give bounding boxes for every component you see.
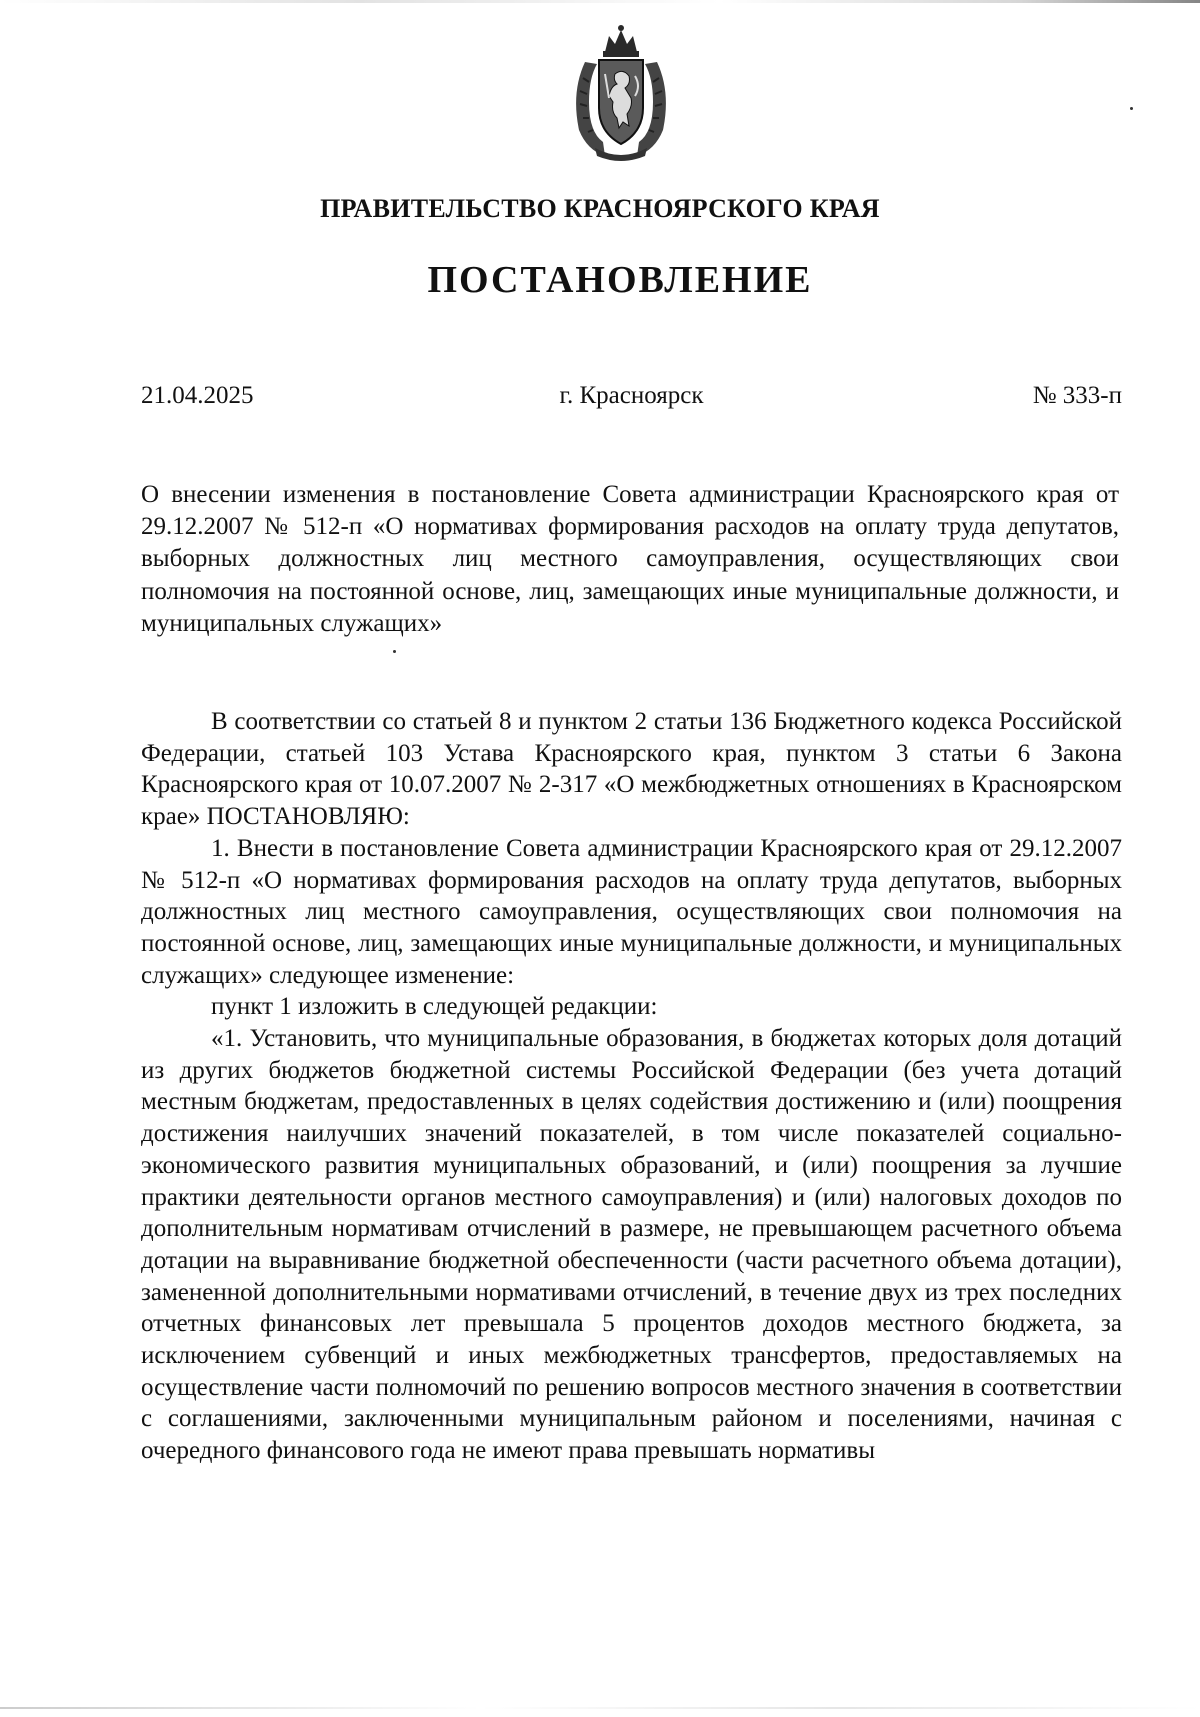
document-city: г. Красноярск bbox=[559, 382, 704, 409]
scan-edge-top bbox=[0, 0, 1200, 3]
coat-of-arms-icon bbox=[565, 22, 677, 162]
scan-edge-bottom bbox=[0, 1707, 1200, 1709]
body-paragraph: пункт 1 изложить в следующей редакции: bbox=[211, 993, 658, 1021]
scan-speck bbox=[393, 650, 396, 653]
body-paragraph: В соответствии со статьей 8 и пунктом 2 статьи 136 Бюджетного кодекса Российской Федерации, статьей 103 Устава Красноярского края, пунктом 3 статьи 6 Закона Красноярского края от 10.07.2007 № 2-317 «О межбюджетных отношениях в Красноярском крае» ПОСТАНОВЛЯЮ: bbox=[141, 708, 1122, 831]
document-type-title: ПОСТАНОВЛЕНИЕ bbox=[427, 259, 813, 301]
body-paragraph: «1. Установить, что муниципальные образования, в бюджетах которых доля дотаций из других бюджетов бюджетной системы Российской Федерации (без учета дотаций местным бюджетам, предоставленных в целях содействия достижению и (или) поощрения достижения наилучших значений показателей, в том числе показателей социально-экономического развития муниципальных образований, и (или) поощрения за лучшие практики деятельности органов местного самоуправления) и (или) налоговых доходов по дополнительным нормативам отчислений в размере, не превышающем расчетного объема дотации на выравнивание бюджетной обеспеченности (части расчетного объема дотации), замененной дополнительными нормативами отчислений, в течение двух из трех последних отчетных финансовых лет превышала 5 процентов доходов местного бюджета, за исключением субвенций и иных межбюджетных трансфертов, предоставляемых на осуществление части полномочий по решению вопросов местного значения в соответствии с соглашениями, заключенными муниципальным районом и поселениями, начиная с очередного финансового года не имеют права превышать нормативы bbox=[141, 1025, 1122, 1465]
document-number: № 333-п bbox=[1032, 382, 1122, 409]
body-paragraph: 1. Внести в постановление Совета администрации Красноярского края от 29.12.2007 № 512-п «О нормативах формирования расходов на оплату труда депутатов, выборных должностных лиц местного самоуправления, осуществляющих свои полномочия на постоянной основе, лиц, замещающих иные муниципальные должности, и муниципальных служащих» следующее изменение: bbox=[141, 834, 1122, 989]
document-subject: О внесении изменения в постановление Совета администрации Красноярского края от 29.12.2007 № 512-п «О нормативах формирования расходов на оплату труда депутатов, выборных должностных лиц местного самоуправления, осуществляющих свои полномочия на постоянной основе, лиц, замещающих иные муниципальные должности, и муниципальных служащих» bbox=[141, 481, 1119, 637]
scan-speck bbox=[1130, 107, 1133, 110]
document-body bbox=[141, 706, 1122, 1467]
document-date: 21.04.2025 bbox=[141, 382, 254, 409]
document-meta bbox=[141, 382, 1122, 416]
organization-title: ПРАВИТЕЛЬСТВО КРАСНОЯРСКОГО КРАЯ bbox=[320, 194, 880, 223]
